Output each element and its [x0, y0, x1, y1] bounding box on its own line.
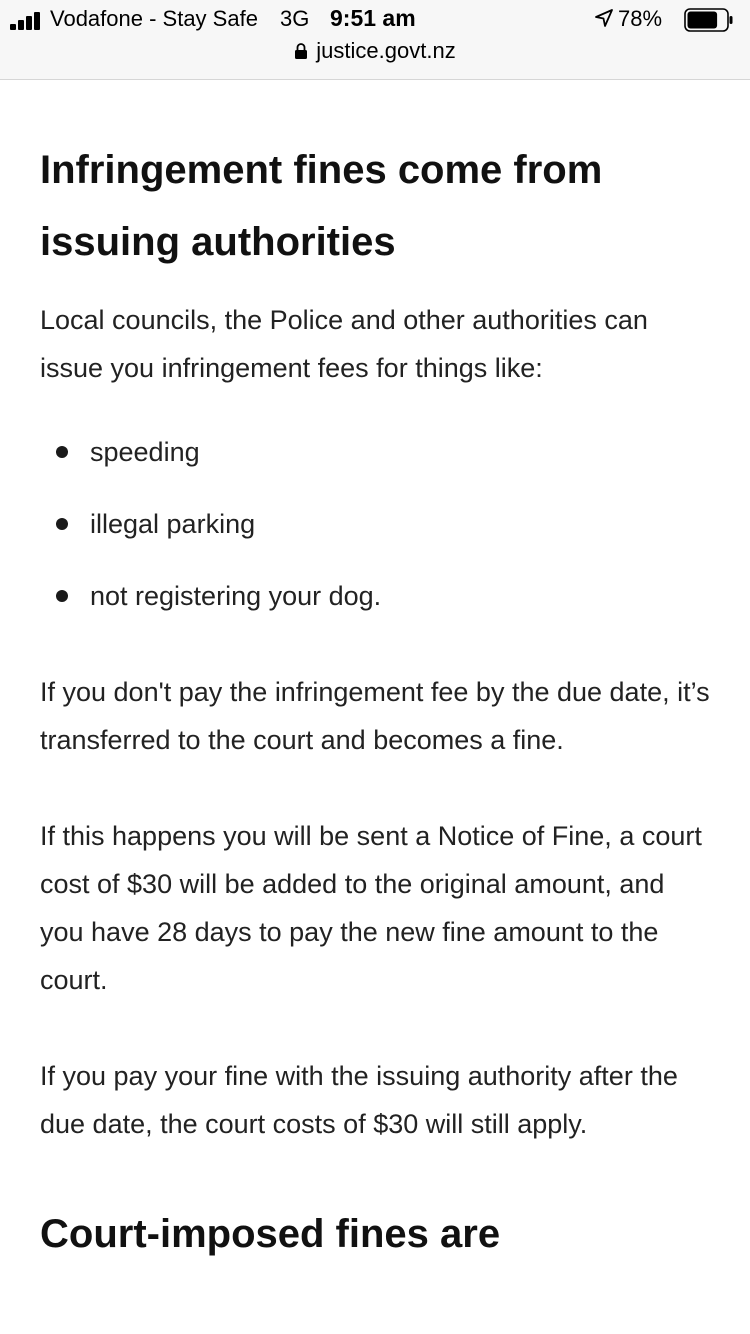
section-heading: Court-imposed fines are [40, 1212, 501, 1256]
status-time: 9:51 am [330, 5, 416, 31]
battery-percentage: 78% [618, 6, 663, 31]
due-date-paragraph: If you don't pay the infringement fee by the due date, it’s transferred to the court and becomes a fine. [40, 677, 710, 755]
list-item-text: not registering your dog. [90, 581, 382, 611]
network-type: 3G [280, 6, 310, 31]
status-bar [0, 0, 750, 80]
notice-of-fine-paragraph: If this happens you will be sent a Notice of Fine, a court cost of $30 will be added to the original amount, and you have 28 days to pay the new fine amount to the court. [40, 821, 702, 995]
lock-icon [294, 42, 308, 60]
article-content [40, 80, 710, 1270]
battery-icon [684, 8, 734, 32]
page-url: justice.govt.nz [316, 38, 456, 63]
court-costs-paragraph: If you pay your fine with the issuing authority after the due date, the court costs of $30 will still apply. [40, 1061, 678, 1139]
list-item [40, 428, 710, 476]
carrier-name: Vodafone - Stay Safe [50, 6, 258, 31]
list-item [40, 500, 710, 548]
intro-paragraph: Local councils, the Police and other authorities can issue you infringement fees for things like: [40, 305, 648, 383]
location-arrow-icon [594, 8, 614, 28]
list-item-text: speeding [90, 437, 200, 467]
address-bar[interactable] [0, 38, 750, 64]
list-item-text: illegal parking [90, 509, 256, 539]
signal-strength-icon [10, 12, 44, 30]
section-heading: Infringement fines come from issuing authorities [40, 148, 603, 264]
examples-list [40, 428, 710, 620]
bullet-icon [56, 590, 68, 602]
bullet-icon [56, 518, 68, 530]
bullet-icon [56, 446, 68, 458]
list-item [40, 572, 710, 620]
